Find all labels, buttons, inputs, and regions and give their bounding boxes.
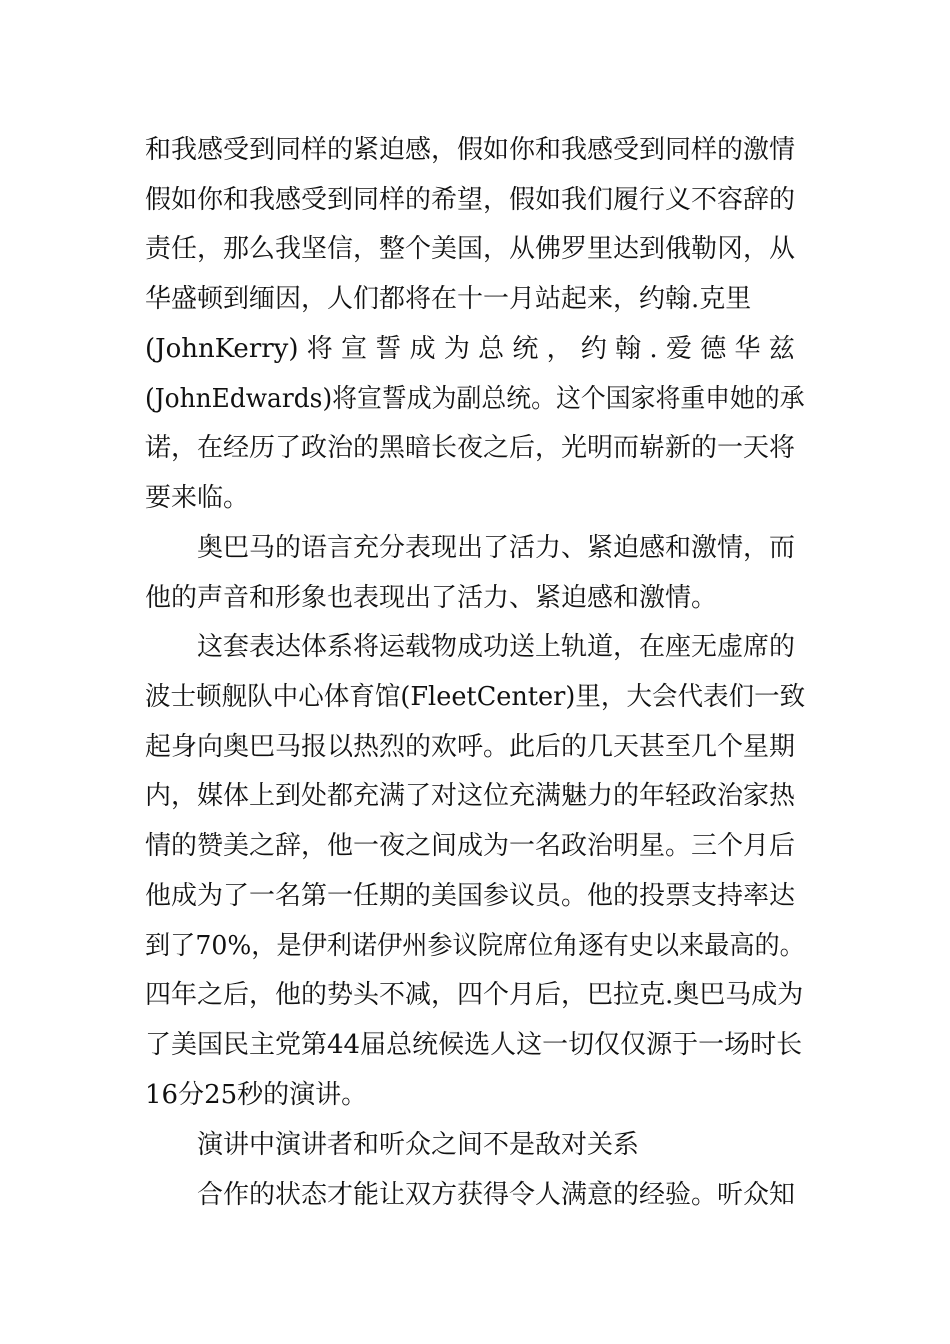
- text-line: 波士顿舰队中心体育馆(FleetCenter)里，大会代表们一致: [145, 682, 806, 712]
- text-line: 华盛顿到缅因，人们都将在十一月站起来，约翰.克里: [145, 284, 752, 314]
- text-line: 四年之后，他的势头不减，四个月后，巴拉克.奥巴马成为: [145, 980, 804, 1010]
- text-line: 诺，在经历了政治的黑暗长夜之后，光明而崭新的一天将: [145, 433, 796, 463]
- text-line: 到了70%，是伊利诺伊州参议院席位角逐有史以来最高的。: [145, 931, 805, 961]
- paragraph-first-line: 合作的状态才能让双方获得令人满意的经验。听众知: [197, 1180, 796, 1210]
- text-line: 起身向奥巴马报以热烈的欢呼。此后的几天甚至几个星期: [145, 732, 796, 762]
- text-line: 责任，那么我坚信，整个美国，从佛罗里达到俄勒冈，从: [145, 234, 796, 264]
- text-line: 他的声音和形象也表现出了活力、紧迫感和激情。: [145, 583, 718, 613]
- text-line: 了美国民主党第44届总统候选人这一切仅仅源于一场时长: [145, 1030, 803, 1060]
- text-line: 内，媒体上到处都充满了对这位充满魅力的年轻政治家热: [145, 781, 796, 811]
- text-line: 假如你和我感受到同样的希望，假如我们履行义不容辞的: [145, 185, 796, 215]
- text-line: 情的赞美之辞，他一夜之间成为一名政治明星。三个月后: [145, 831, 796, 861]
- section-heading: 演讲中演讲者和听众之间不是敌对关系: [197, 1130, 640, 1160]
- text-line: 他成为了一名第一任期的美国参议员。他的投票支持率达: [145, 881, 796, 911]
- text-line: (JohnEdwards)将宣誓成为副总统。这个国家将重申她的承: [145, 384, 805, 414]
- text-line: 和我感受到同样的紧迫感，假如你和我感受到同样的激情: [145, 135, 796, 165]
- paragraph-first-line: 这套表达体系将运载物成功送上轨道，在座无虚席的: [197, 632, 796, 662]
- text-line: (JohnKerry) 将 宣 誓 成 为 总 统 ， 约 翰 . 爱 德 华 兹: [145, 334, 795, 364]
- paragraph-first-line: 奥巴马的语言充分表现出了活力、紧迫感和激情，而: [197, 533, 796, 563]
- text-line: 16分25秒的演讲。: [145, 1080, 368, 1110]
- text-line: 要来临。: [145, 483, 250, 513]
